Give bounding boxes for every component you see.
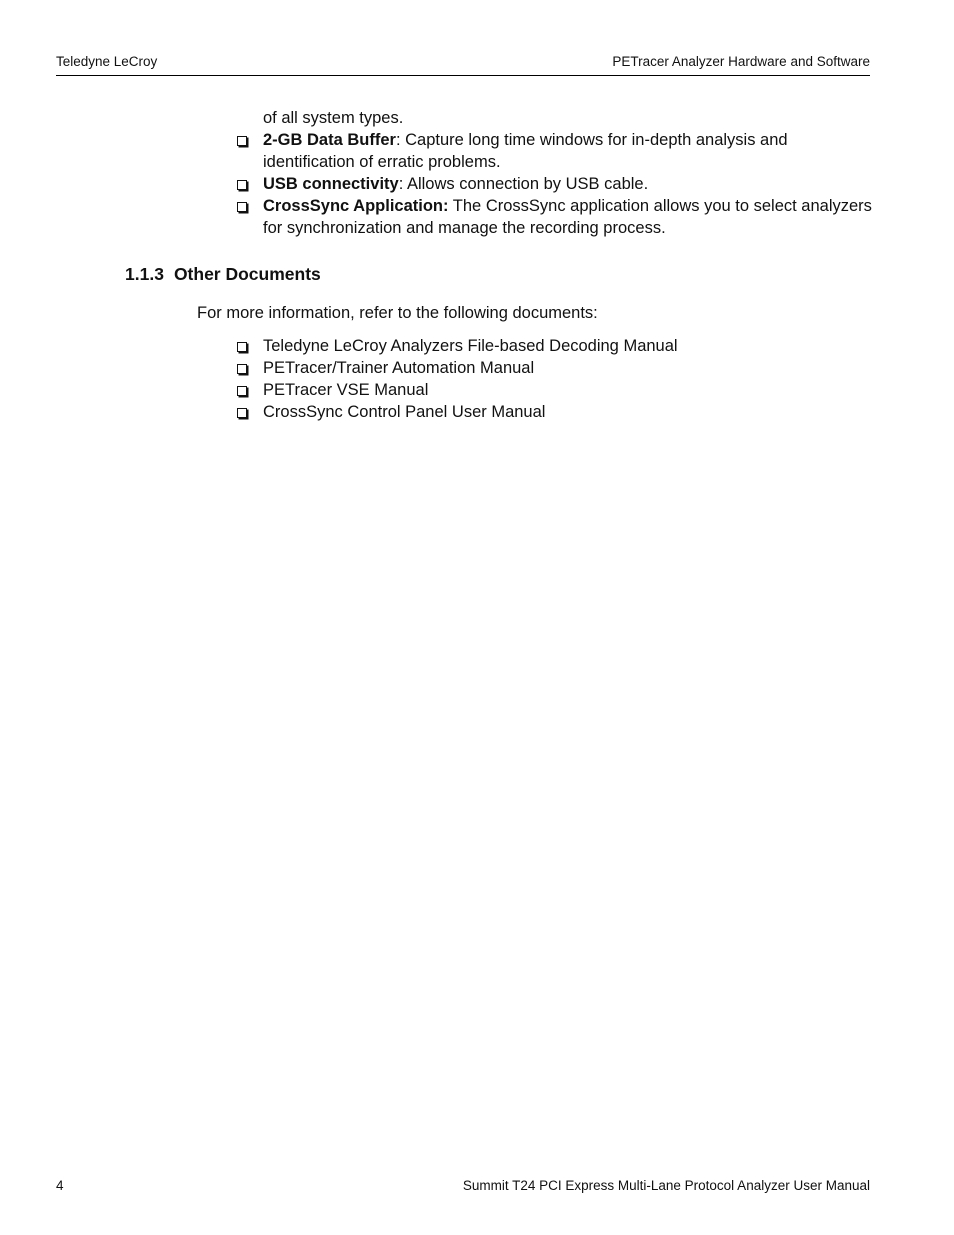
feature-description: : Allows connection by USB cable. [398,175,649,193]
feature-description: The CrossSync application allows you to select analyzers for synchronization and manage the recording process. [263,197,872,237]
documents-list [237,335,877,423]
continuation-text: of all system types. [263,109,404,127]
list-item [237,129,877,173]
section-number: 1.1.3 [125,264,164,284]
document-title: Teledyne LeCroy Analyzers File-based Decoding Manual [263,337,678,355]
checkbox-bullet-icon [237,408,247,418]
checkbox-bullet-icon [237,180,247,190]
checkbox-bullet-icon [237,364,247,374]
list-item [237,335,877,357]
list-item [237,379,877,401]
page-footer [56,1177,870,1197]
document-title: PETracer VSE Manual [263,381,429,399]
section-heading [125,263,321,285]
checkbox-bullet-icon [237,136,247,146]
checkbox-bullet-icon [237,386,247,396]
checkbox-bullet-icon [237,202,247,212]
document-title: PETracer/Trainer Automation Manual [263,359,535,377]
feature-name: 2-GB Data Buffer [263,131,396,149]
page-number: 4 [56,1178,64,1193]
section-intro: For more information, refer to the following documents: [197,304,598,322]
feature-description: : Capture long time windows for in-depth analysis and identification of erratic problems. [263,131,788,171]
feature-name: USB connectivity [263,175,399,193]
document-title: CrossSync Control Panel User Manual [263,403,546,421]
header-chapter-title: PETracer Analyzer Hardware and Software [612,54,870,69]
list-item [237,195,877,239]
list-item [237,357,877,379]
list-item [237,401,877,423]
checkbox-bullet-icon [237,342,247,352]
section-title: Other Documents [173,264,321,284]
header-company: Teledyne LeCroy [56,54,158,69]
footer-manual-title: Summit T24 PCI Express Multi-Lane Protocol Analyzer User Manual [462,1178,870,1193]
feature-name: CrossSync Application: [263,197,449,215]
feature-list [237,129,877,239]
list-item [237,173,877,195]
page-header [56,53,870,76]
